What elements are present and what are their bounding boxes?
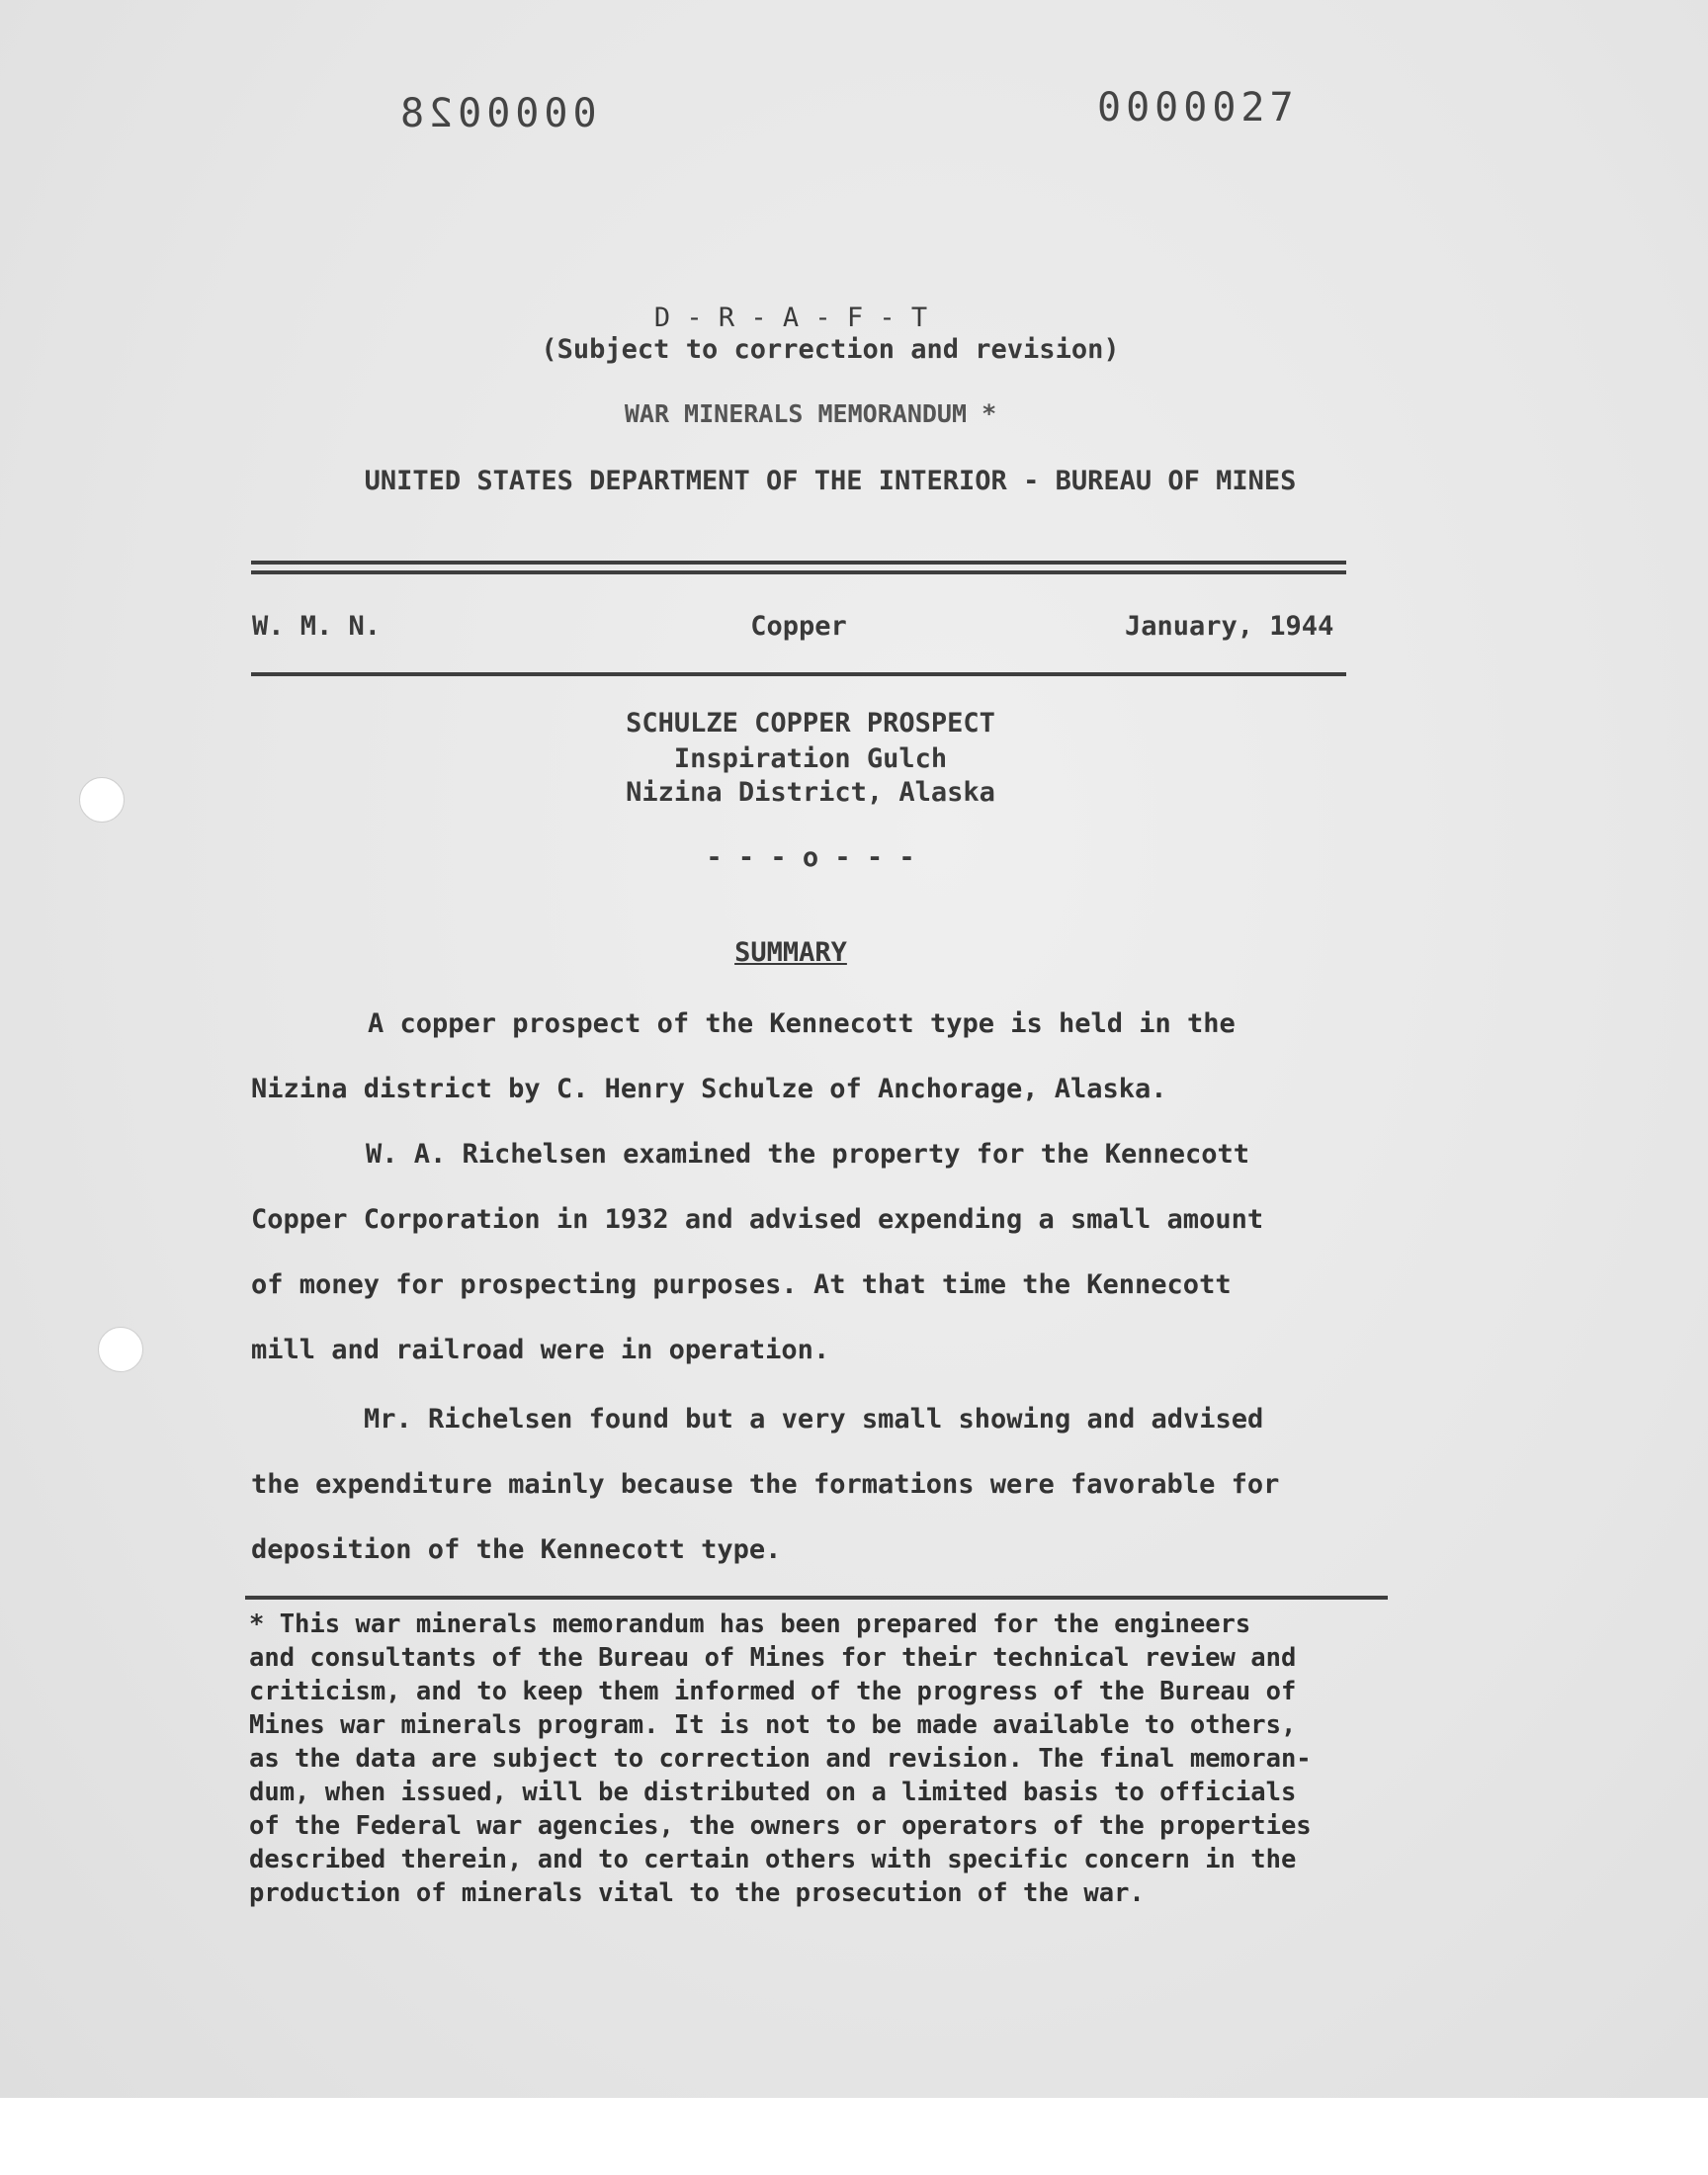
prospect-district: Nizina District, Alaska — [626, 777, 995, 808]
wmn-label: W. M. N. — [252, 611, 382, 642]
summary-line: Nizina district by C. Henry Schulze of Anchorage, Alaska. — [251, 1074, 1167, 1104]
memorandum-title: WAR MINERALS MEMORANDUM * — [624, 399, 997, 428]
commodity-label: Copper — [750, 611, 847, 642]
footnote-line: described therein, and to certain others with specific concern in the — [249, 1845, 1297, 1874]
footnote-line: dum, when issued, will be distributed on a limited basis to officials — [249, 1778, 1297, 1807]
punch-hole-top — [79, 777, 125, 823]
footnote-line: criticism, and to keep them informed of the progress of the Bureau of — [249, 1677, 1297, 1706]
footnote-line: Mines war minerals program. It is not to be made available to others, — [249, 1710, 1297, 1740]
department-title: UNITED STATES DEPARTMENT OF THE INTERIOR - BUREAU OF MINES — [364, 466, 1297, 496]
prospect-location: Inspiration Gulch — [673, 743, 948, 774]
top-rule-2 — [251, 570, 1346, 574]
page-stamp-right: 0000027 — [1097, 85, 1299, 130]
footnote-line: * This war minerals memorandum has been prepared for the engineers — [249, 1610, 1251, 1639]
date-label: January, 1944 — [1125, 611, 1334, 642]
footnote-line: of the Federal war agencies, the owners or operators of the properties — [249, 1811, 1312, 1841]
summary-heading: SUMMARY — [734, 937, 847, 968]
footnote-line: as the data are subject to correction and revision. The final memoran- — [249, 1744, 1312, 1774]
summary-line: W. A. Richelsen examined the property for the Kennecott — [366, 1139, 1250, 1170]
summary-line: A copper prospect of the Kennecott type is held in the — [368, 1008, 1236, 1039]
page-stamp-left: 0000028 — [395, 91, 597, 136]
summary-line: the expenditure mainly because the formations were favorable for — [251, 1469, 1280, 1500]
draft-subtitle: (Subject to correction and revision) — [541, 334, 1120, 365]
prospect-title: SCHULZE COPPER PROSPECT — [626, 708, 995, 739]
footnote-line: production of minerals vital to the prosecution of the war. — [249, 1878, 1145, 1908]
title-separator: - - - o - - - — [706, 842, 915, 873]
footnote-rule — [245, 1596, 1388, 1600]
summary-line: mill and railroad were in operation. — [251, 1335, 830, 1365]
meta-rule — [251, 672, 1346, 676]
summary-line: deposition of the Kennecott type. — [251, 1534, 782, 1565]
top-rule-1 — [251, 561, 1346, 565]
summary-line: Mr. Richelsen found but a very small showing and advised — [364, 1404, 1264, 1435]
draft-heading: D - R - A - F - T — [653, 303, 928, 333]
summary-line: of money for prospecting purposes. At that time the Kennecott — [251, 1269, 1232, 1300]
summary-line: Copper Corporation in 1932 and advised expending a small amount — [251, 1204, 1264, 1235]
punch-hole-bottom — [98, 1327, 143, 1372]
footnote-line: and consultants of the Bureau of Mines for their technical review and — [249, 1643, 1297, 1673]
